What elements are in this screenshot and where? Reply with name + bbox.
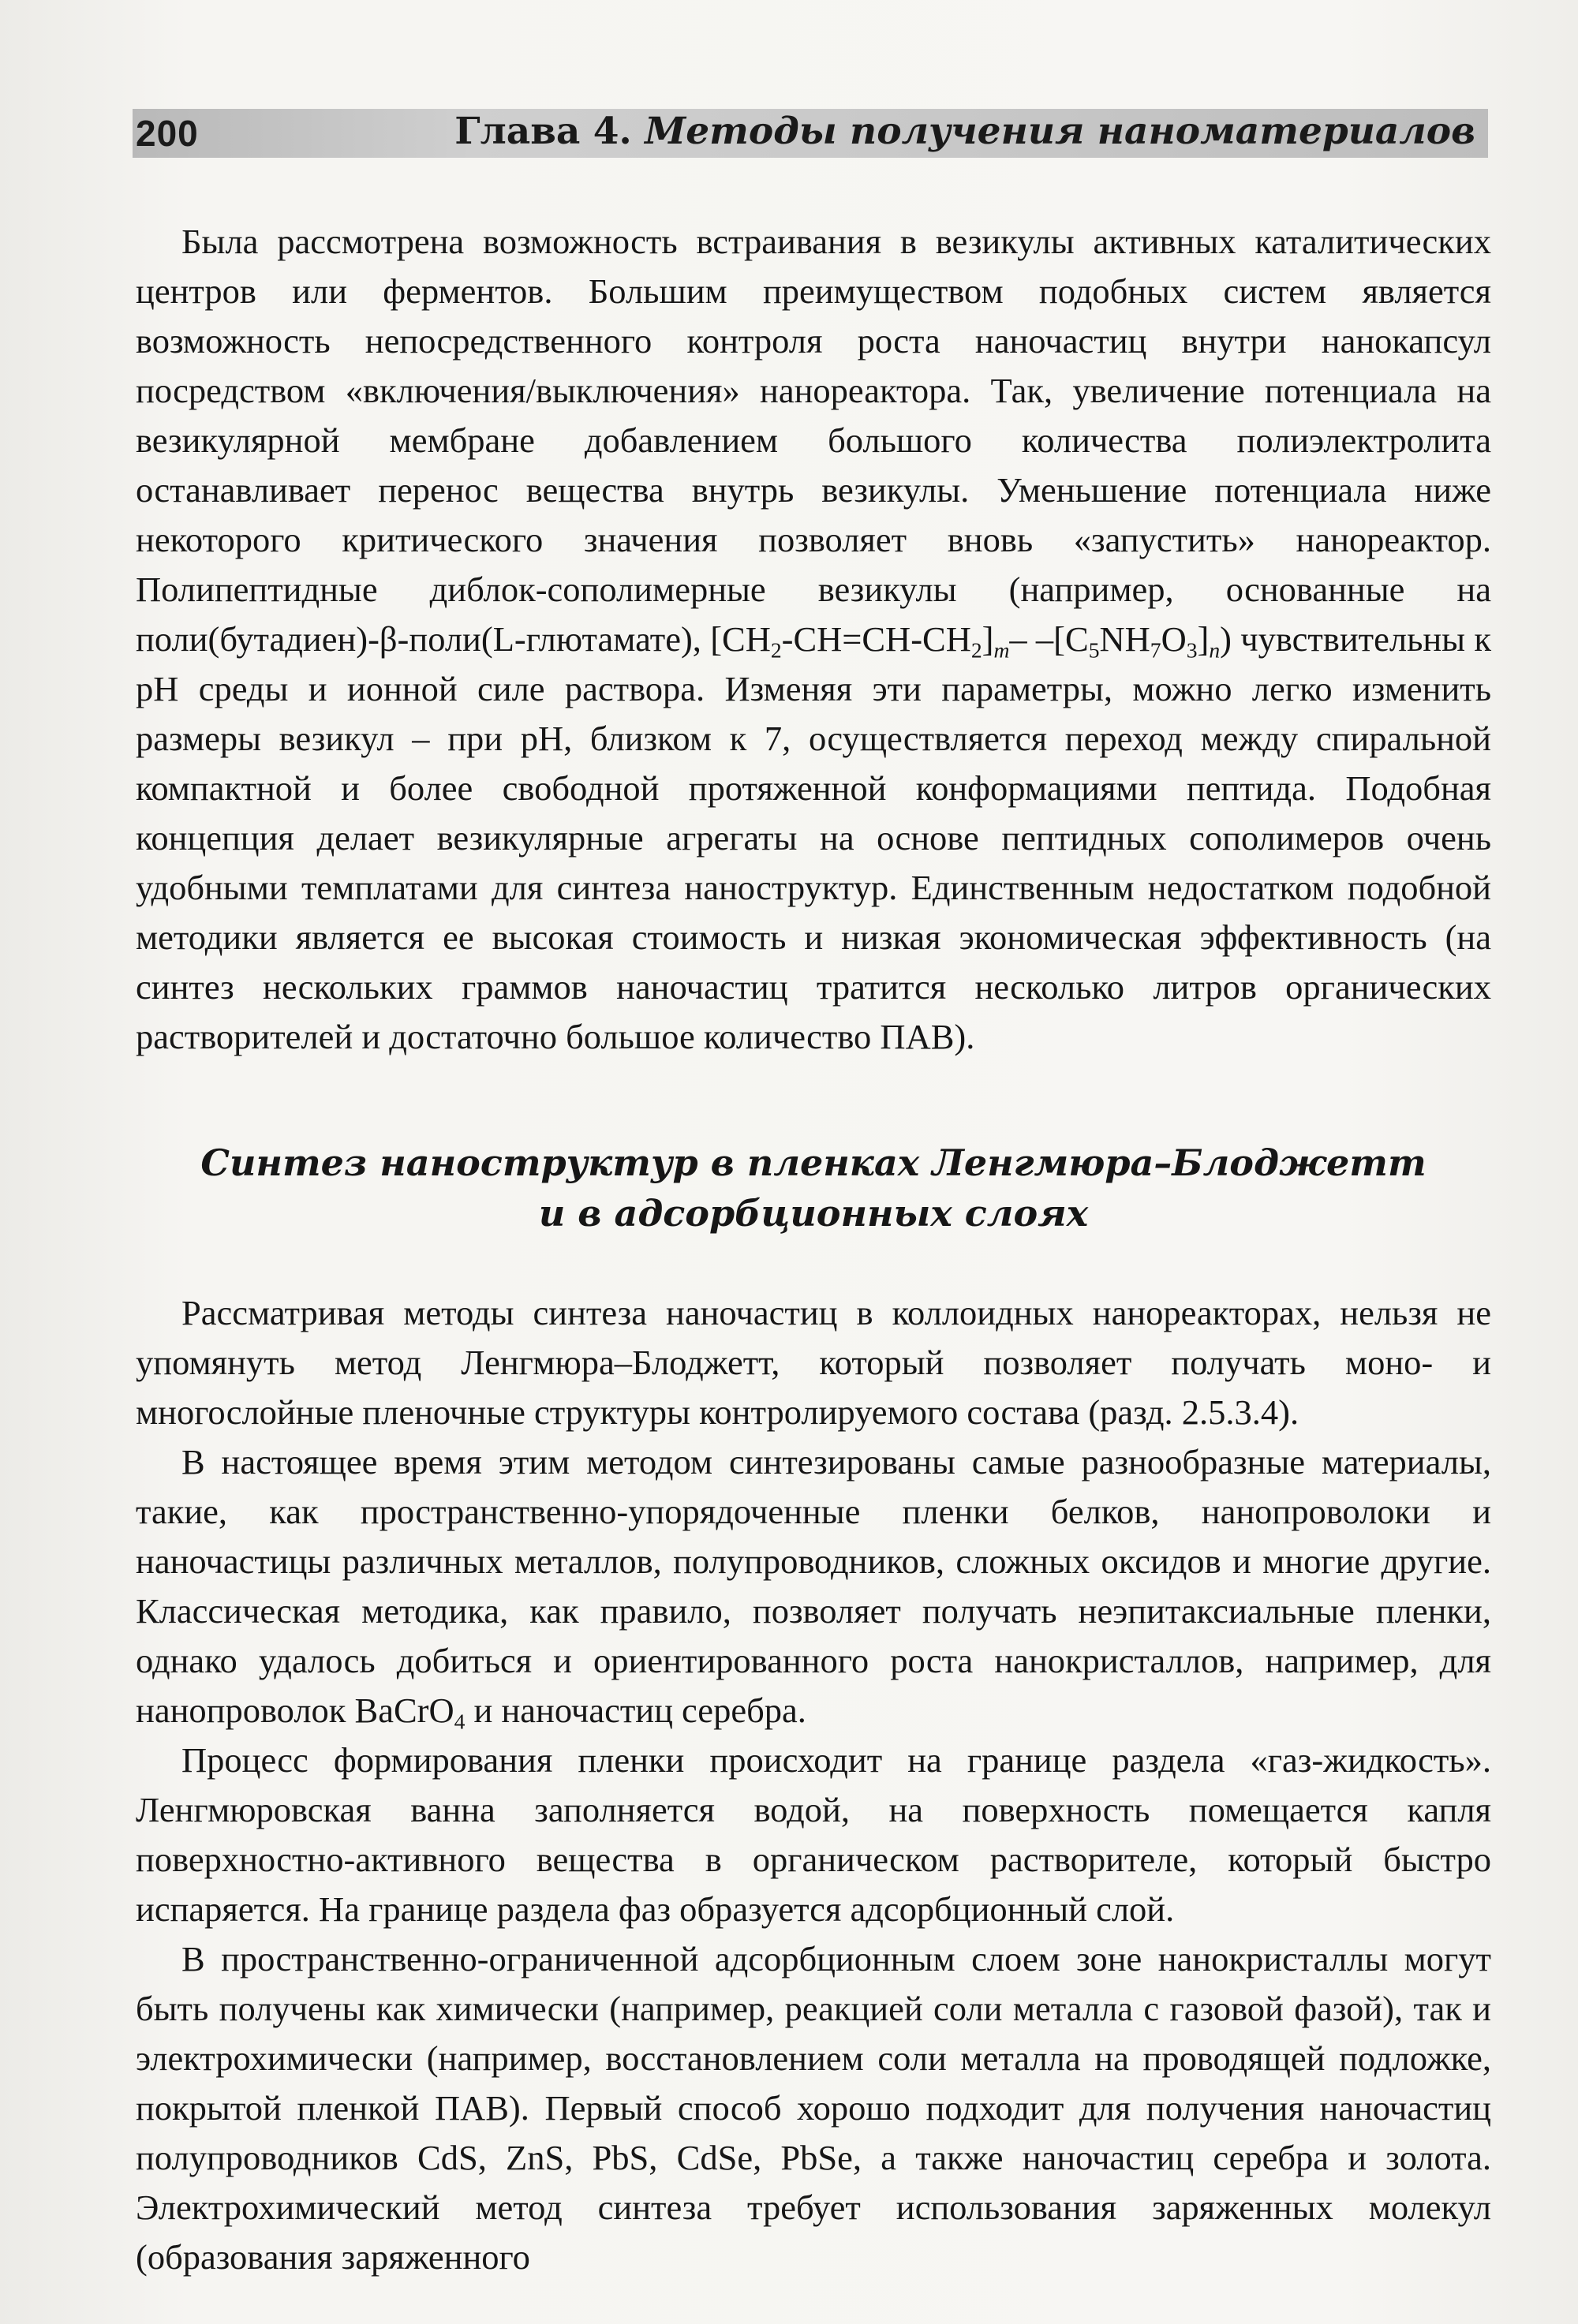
paragraph-materials: В настоящее время этим методом синтезированы самые разнообразные материалы, такие, как пространственно-упорядоченные пленки белков, нанопроволоки и наночастицы различных металлов, полупроводников, сложных оксидов и многие другие. Классическая методика, как правило, позволяет получать неэпитаксиальные пленки, однако удалось добиться и ориентированного роста нанокристаллов, например, для нанопроволок BaCrO$_4$ и наночастиц серебра. bbox=[136, 1442, 1491, 1734]
section-heading-line-2: и в адсорбционных слоях bbox=[538, 1192, 1089, 1235]
chapter-title: Методы получения наноматериалов bbox=[645, 110, 1475, 153]
section-heading-line-1: Синтез наноструктур в пленках Ленгмюра–Блоджетт bbox=[200, 1141, 1427, 1184]
paragraph-vesicles: Была рассмотрена возможность встраивания в везикулы активных каталитических центров или ферментов. Большим преимуществом подобных систем является возможность непосредственного контроля роста наночастиц внутри нанокапсул посредством «включения/выключения» нанореактора. Так, увеличение потенциала на везикулярной мембране добавлением большого количества полиэлектролита останавливает перенос вещества внутрь везикулы. Уменьшение потенциала ниже некоторого критического значения позволяет вновь «запустить» нанореактор. Полипептидные диблок-сополимерные везикулы (например, основанные на поли(бутадиен)-β-поли(L-глютамате), $[CH_2-CH=CH-CH_2]_m-$ $-[C_5NH_7O_3]_n$) чувствительны к pH среды и ионной силе раствора. Изменяя эти параметры, можно легко изменить размеры везикул – при pH, близком к 7, осуществляется переход между спиральной компактной и более свободной протяженной конформациями пептида. Подобная концепция делает везикулярные агрегаты на основе пептидных сополимеров очень удобными темплатами для синтеза наноструктур. Единственным недостатком подобной методики является ее высокая стоимость и низкая экономическая эффективность (на синтез нескольких граммов наночастиц тратится несколько литров органических растворителей и достаточно большое количество ПАВ). bbox=[136, 222, 1491, 1056]
text-block-top bbox=[136, 217, 1491, 1062]
paragraph-film-formation: Процесс формирования пленки происходит на границе раздела «газ-жидкость». Ленгмюровская ванна заполняется водой, на поверхность помещается капля поверхностно-активного вещества в органическом растворителе, который быстро испаряется. На границе раздела фаз образуется адсорбционный слой. bbox=[136, 1740, 1491, 1929]
paragraph-langmuir-method: Рассматривая методы синтеза наночастиц в коллоидных нанореакторах, нельзя не упомянуть метод Ленгмюра–Блоджетт, который позволяет получать моно- и многослойные пленочные структуры контролируемого состава (разд. 2.5.3.4). bbox=[136, 1293, 1491, 1432]
paragraph-nanocrystals: В пространственно-ограниченной адсорбционным слоем зоне нанокристаллы могут быть получены как химически (например, реакцией соли металла с газовой фазой), так и электрохимически (например, восстановлением соли металла на проводящей подложке, покрытой пленкой ПАВ). Первый способ хорошо подходит для получения наночастиц полупроводников CdS, ZnS, PbS, CdSe, PbSe, а также наночастиц серебра и золота. Электрохимический метод синтеза требует использования заряженных молекул (образования заряженного bbox=[136, 1939, 1491, 2277]
section-heading bbox=[136, 1138, 1491, 1239]
running-head bbox=[454, 110, 1475, 153]
text-block-bottom bbox=[136, 1288, 1491, 2282]
chapter-label: Глава 4. bbox=[454, 110, 632, 153]
page-number: 200 bbox=[136, 113, 199, 154]
